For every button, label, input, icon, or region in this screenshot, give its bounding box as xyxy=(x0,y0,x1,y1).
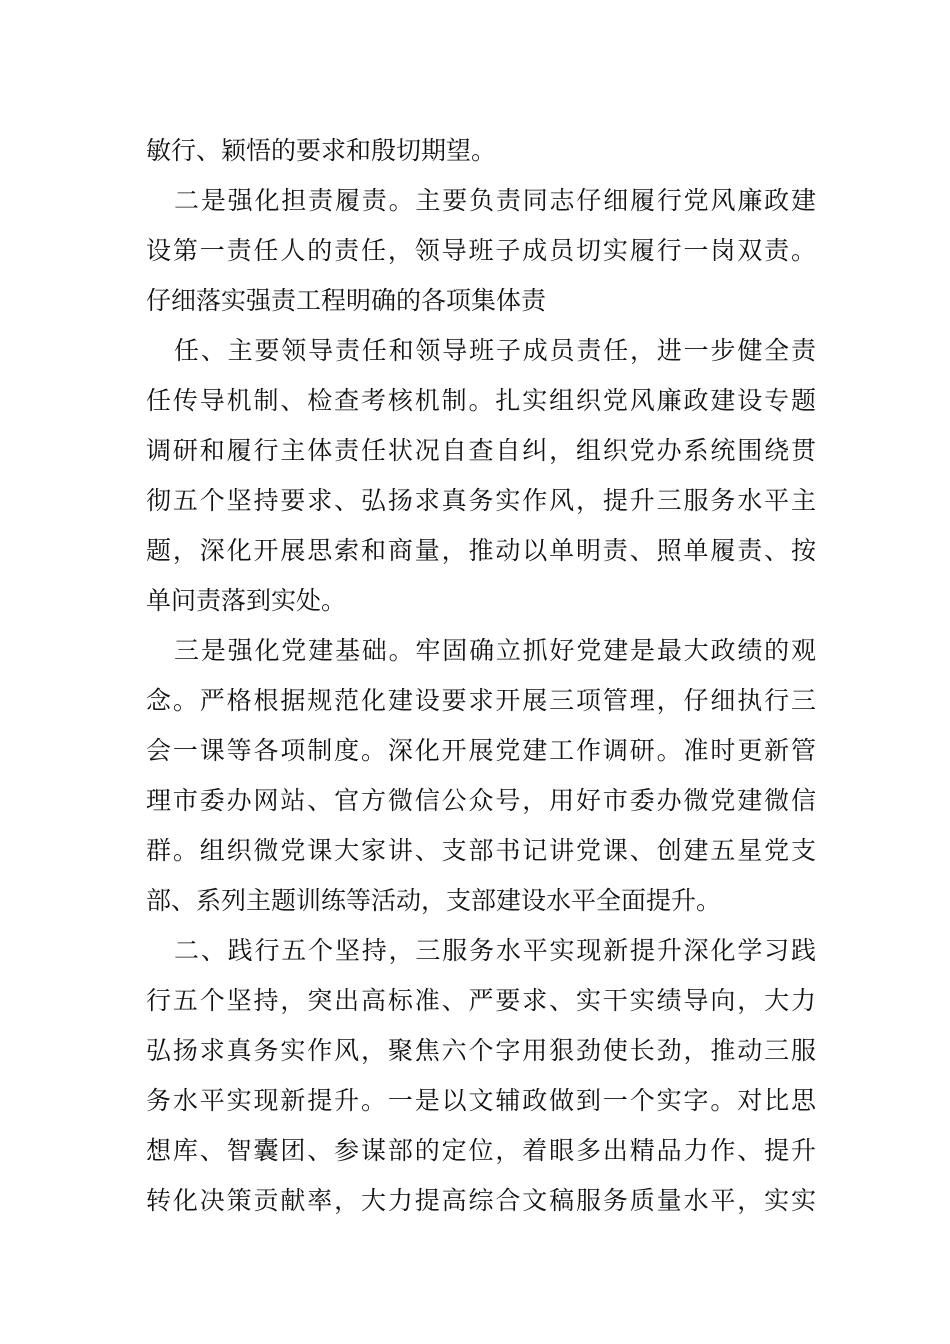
text-line: 敏行、颖悟的要求和殷切期望。 xyxy=(146,136,497,165)
text-line: 彻五个坚持要求、弘扬求真务实作风，提升三服务水平主 xyxy=(146,486,816,515)
text-line: 弘扬求真务实作风，聚焦六个字用狠劲使长劲，推动三服 xyxy=(146,1036,816,1065)
text-line: 务水平实现新提升。一是以文辅政做到一个实字。对比思 xyxy=(146,1086,816,1115)
text-line: 单问责落到实处。 xyxy=(146,586,347,615)
text-line: 二是强化担责履责。主要负责同志仔细履行党风廉政建 xyxy=(174,186,816,215)
text-line: 三是强化党建基础。牢固确立抓好党建是最大政绩的观 xyxy=(174,636,816,665)
text-line: 题，深化开展思索和商量，推动以单明责、照单履责、按 xyxy=(146,536,816,565)
text-line: 仔细落实强责工程明确的各项集体责 xyxy=(146,286,547,315)
text-line: 任传导机制、检查考核机制。扎实组织党风廉政建设专题 xyxy=(146,386,816,415)
text-line: 理市委办网站、官方微信公众号，用好市委办微党建微信 xyxy=(146,786,816,815)
text-line: 行五个坚持，突出高标准、严要求、实干实绩导向，大力 xyxy=(146,986,816,1015)
text-line: 设第一责任人的责任，领导班子成员切实履行一岗双责。 xyxy=(146,236,816,265)
text-line: 部、系列主题训练等活动，支部建设水平全面提升。 xyxy=(146,886,722,915)
text-line: 二、践行五个坚持，三服务水平实现新提升深化学习践 xyxy=(174,936,816,965)
text-line: 会一课等各项制度。深化开展党建工作调研。准时更新管 xyxy=(146,736,816,765)
text-line: 群。组织微党课大家讲、支部书记讲党课、创建五星党支 xyxy=(146,836,816,865)
text-line: 调研和履行主体责任状况自查自纠，组织党办系统围绕贯 xyxy=(146,436,816,465)
text-line: 任、主要领导责任和领导班子成员责任，进一步健全责 xyxy=(174,336,816,365)
text-line: 想库、智囊团、参谋部的定位，着眼多出精品力作、提升 xyxy=(146,1136,816,1165)
text-line: 念。严格根据规范化建设要求开展三项管理，仔细执行三 xyxy=(146,686,816,715)
text-line: 转化决策贡献率，大力提高综合文稿服务质量水平，实实 xyxy=(146,1186,816,1215)
